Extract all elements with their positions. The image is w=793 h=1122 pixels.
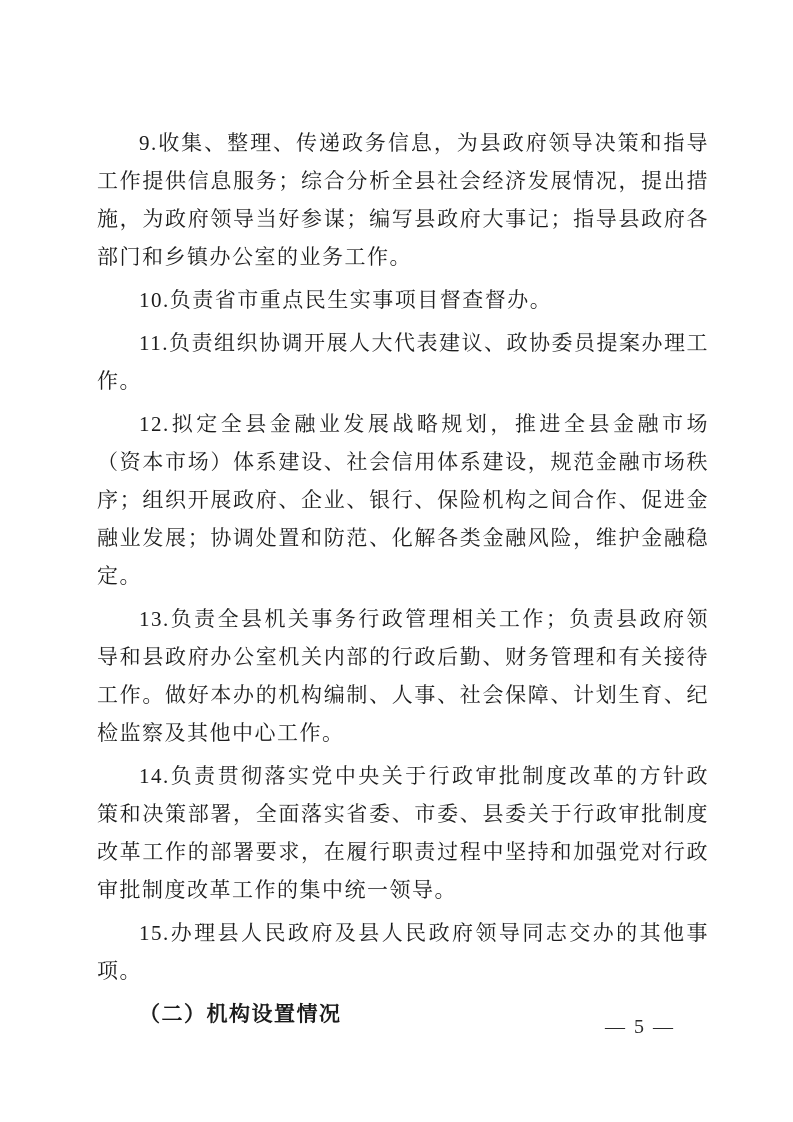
document-body bbox=[97, 124, 709, 1033]
paragraph-item-11: 11.负责组织协调开展人大代表建议、政协委员提案办理工作。 bbox=[97, 331, 709, 393]
paragraph-item-13: 13.负责全县机关事务行政管理相关工作；负责县政府领导和县政府办公室机关内部的行政后勤、财务管理和有关接待工作。做好本办的机构编制、人事、社会保障、计划生育、纪检监察及其他中心工作。 bbox=[97, 607, 709, 745]
paragraph-item-9: 9.收集、整理、传递政务信息，为县政府领导决策和指导工作提供信息服务；综合分析全县社会经济发展情况，提出措施，为政府领导当好参谋；编写县政府大事记；指导县政府各部门和乡镇办公室的业务工作。 bbox=[97, 131, 709, 269]
section-heading: （二）机构设置情况 bbox=[139, 1002, 342, 1026]
paragraph-item-10: 10.负责省市重点民生实事项目督查督办。 bbox=[139, 288, 553, 312]
paragraph-item-14: 14.负责贯彻落实党中央关于行政审批制度改革的方针政策和决策部署，全面落实省委、市委、县委关于行政审批制度改革工作的部署要求，在履行职责过程中坚持和加强党对行政审批制度改革工作的集中统一领导。 bbox=[97, 764, 709, 902]
page-number: — 5 — bbox=[605, 1016, 675, 1038]
paragraph-item-15: 15.办理县人民政府及县人民政府领导同志交办的其他事项。 bbox=[97, 921, 709, 983]
paragraph-item-12: 12.拟定全县金融业发展战略规划，推进全县金融市场（资本市场）体系建设、社会信用体系建设，规范金融市场秩序；组织开展政府、企业、银行、保险机构之间合作、促进金融业发展；协调处置和防范、化解各类金融风险，维护金融稳定。 bbox=[97, 412, 709, 588]
